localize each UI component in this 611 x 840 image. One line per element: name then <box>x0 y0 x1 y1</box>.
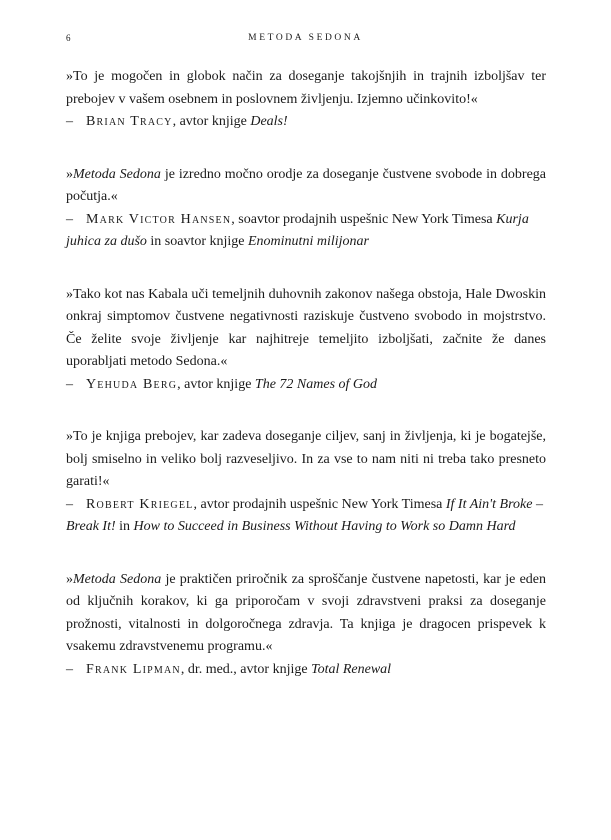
attribution: – Brian Tracy, avtor knjige Deals! <box>66 114 288 129</box>
running-title: METODA SEDONA <box>248 33 363 43</box>
endorsement-5 <box>66 569 546 682</box>
author-name: Frank Lipman <box>86 661 181 677</box>
quote-text: »To je mogočen in globok način za doseganje takojšnjih in trajnih izboljšav ter prebojev v vašem osebnem in poslovnem življenju. Izjemno učinkovito!« <box>66 69 546 107</box>
book-title: Total Renewal <box>311 661 392 677</box>
book-title: Enominutni milijonar <box>248 234 369 249</box>
author-name: Mark Victor Hansen <box>86 211 232 227</box>
book-title: The 72 Names of God <box>254 376 378 392</box>
book-title: If It Ain't Broke – Break It! <box>66 496 543 534</box>
endorsement-1 <box>66 66 546 134</box>
book-title: Kurja juhica za dušo <box>66 211 529 249</box>
endorsements <box>66 66 546 711</box>
quote-text: »Tako kot nas Kabala uči temeljnih duhovnih zakonov našega obstoja, Hale Dwoskin onkraj simptomov čustvene negativnosti raziskuje čustveno svobodo in mojstrstvo. Če želite svoje življenje kar najhitreje temeljito izboljšati, začnite že danes uporabljati metodo Sedona.« <box>66 286 546 369</box>
author-name: Robert Kriegel <box>86 496 194 512</box>
attribution: – Frank Lipman, dr. med., avtor knjige Total Renewal <box>66 661 392 677</box>
attribution: – Robert Kriegel, avtor prodajnih uspešnic New York Timesa If It Ain't Broke – Break It! in How to Succeed in Business Without Having to Work so Damn Hard <box>66 496 543 534</box>
author-name: Yehuda Berg <box>86 376 178 392</box>
attribution: – Mark Victor Hansen, soavtor prodajnih uspešnic New York Timesa Kurja juhica za dušo in soavtor knjige Enominutni milijonar <box>66 211 529 249</box>
page-number: 6 <box>66 33 71 43</box>
book-title: Metoda Sedona <box>73 571 162 587</box>
endorsement-4 <box>66 426 546 539</box>
author-name: Brian Tracy <box>86 114 173 129</box>
book-title: Metoda Sedona <box>73 166 161 182</box>
quote-text: »Metoda Sedona je praktičen priročnik za sproščanje čustvene napetosti, kar je eden od ključnih korakov, ki ga priporočam v svoji zdravstveni praksi za doseganje prožnosti, vitalnosti in dolgoročnega zdravja. Ta knjiga je dragocen prispevek k vsakemu zdravstvenemu programu.« <box>66 571 547 654</box>
quote-text: »Metoda Sedona je izredno močno orodje za doseganje čustvene svobode in dobrega počutja.« <box>66 166 547 204</box>
book-title: Deals! <box>250 114 288 129</box>
attribution: – Yehuda Berg, avtor knjige The 72 Names of God <box>66 376 378 392</box>
quote-text: »To je knjiga prebojev, kar zadeva doseganje ciljev, sanj in življenja, ki je bogatejše, bolj smiselno in veliko bolj razveseljivo. In za vse to nam niti ni treba tako presneto garati!« <box>66 429 546 489</box>
book-title: How to Succeed in Business Without Having to Work so Damn Hard <box>133 519 516 534</box>
page-header <box>66 33 545 47</box>
endorsement-3 <box>66 284 546 397</box>
endorsement-2 <box>66 164 546 254</box>
